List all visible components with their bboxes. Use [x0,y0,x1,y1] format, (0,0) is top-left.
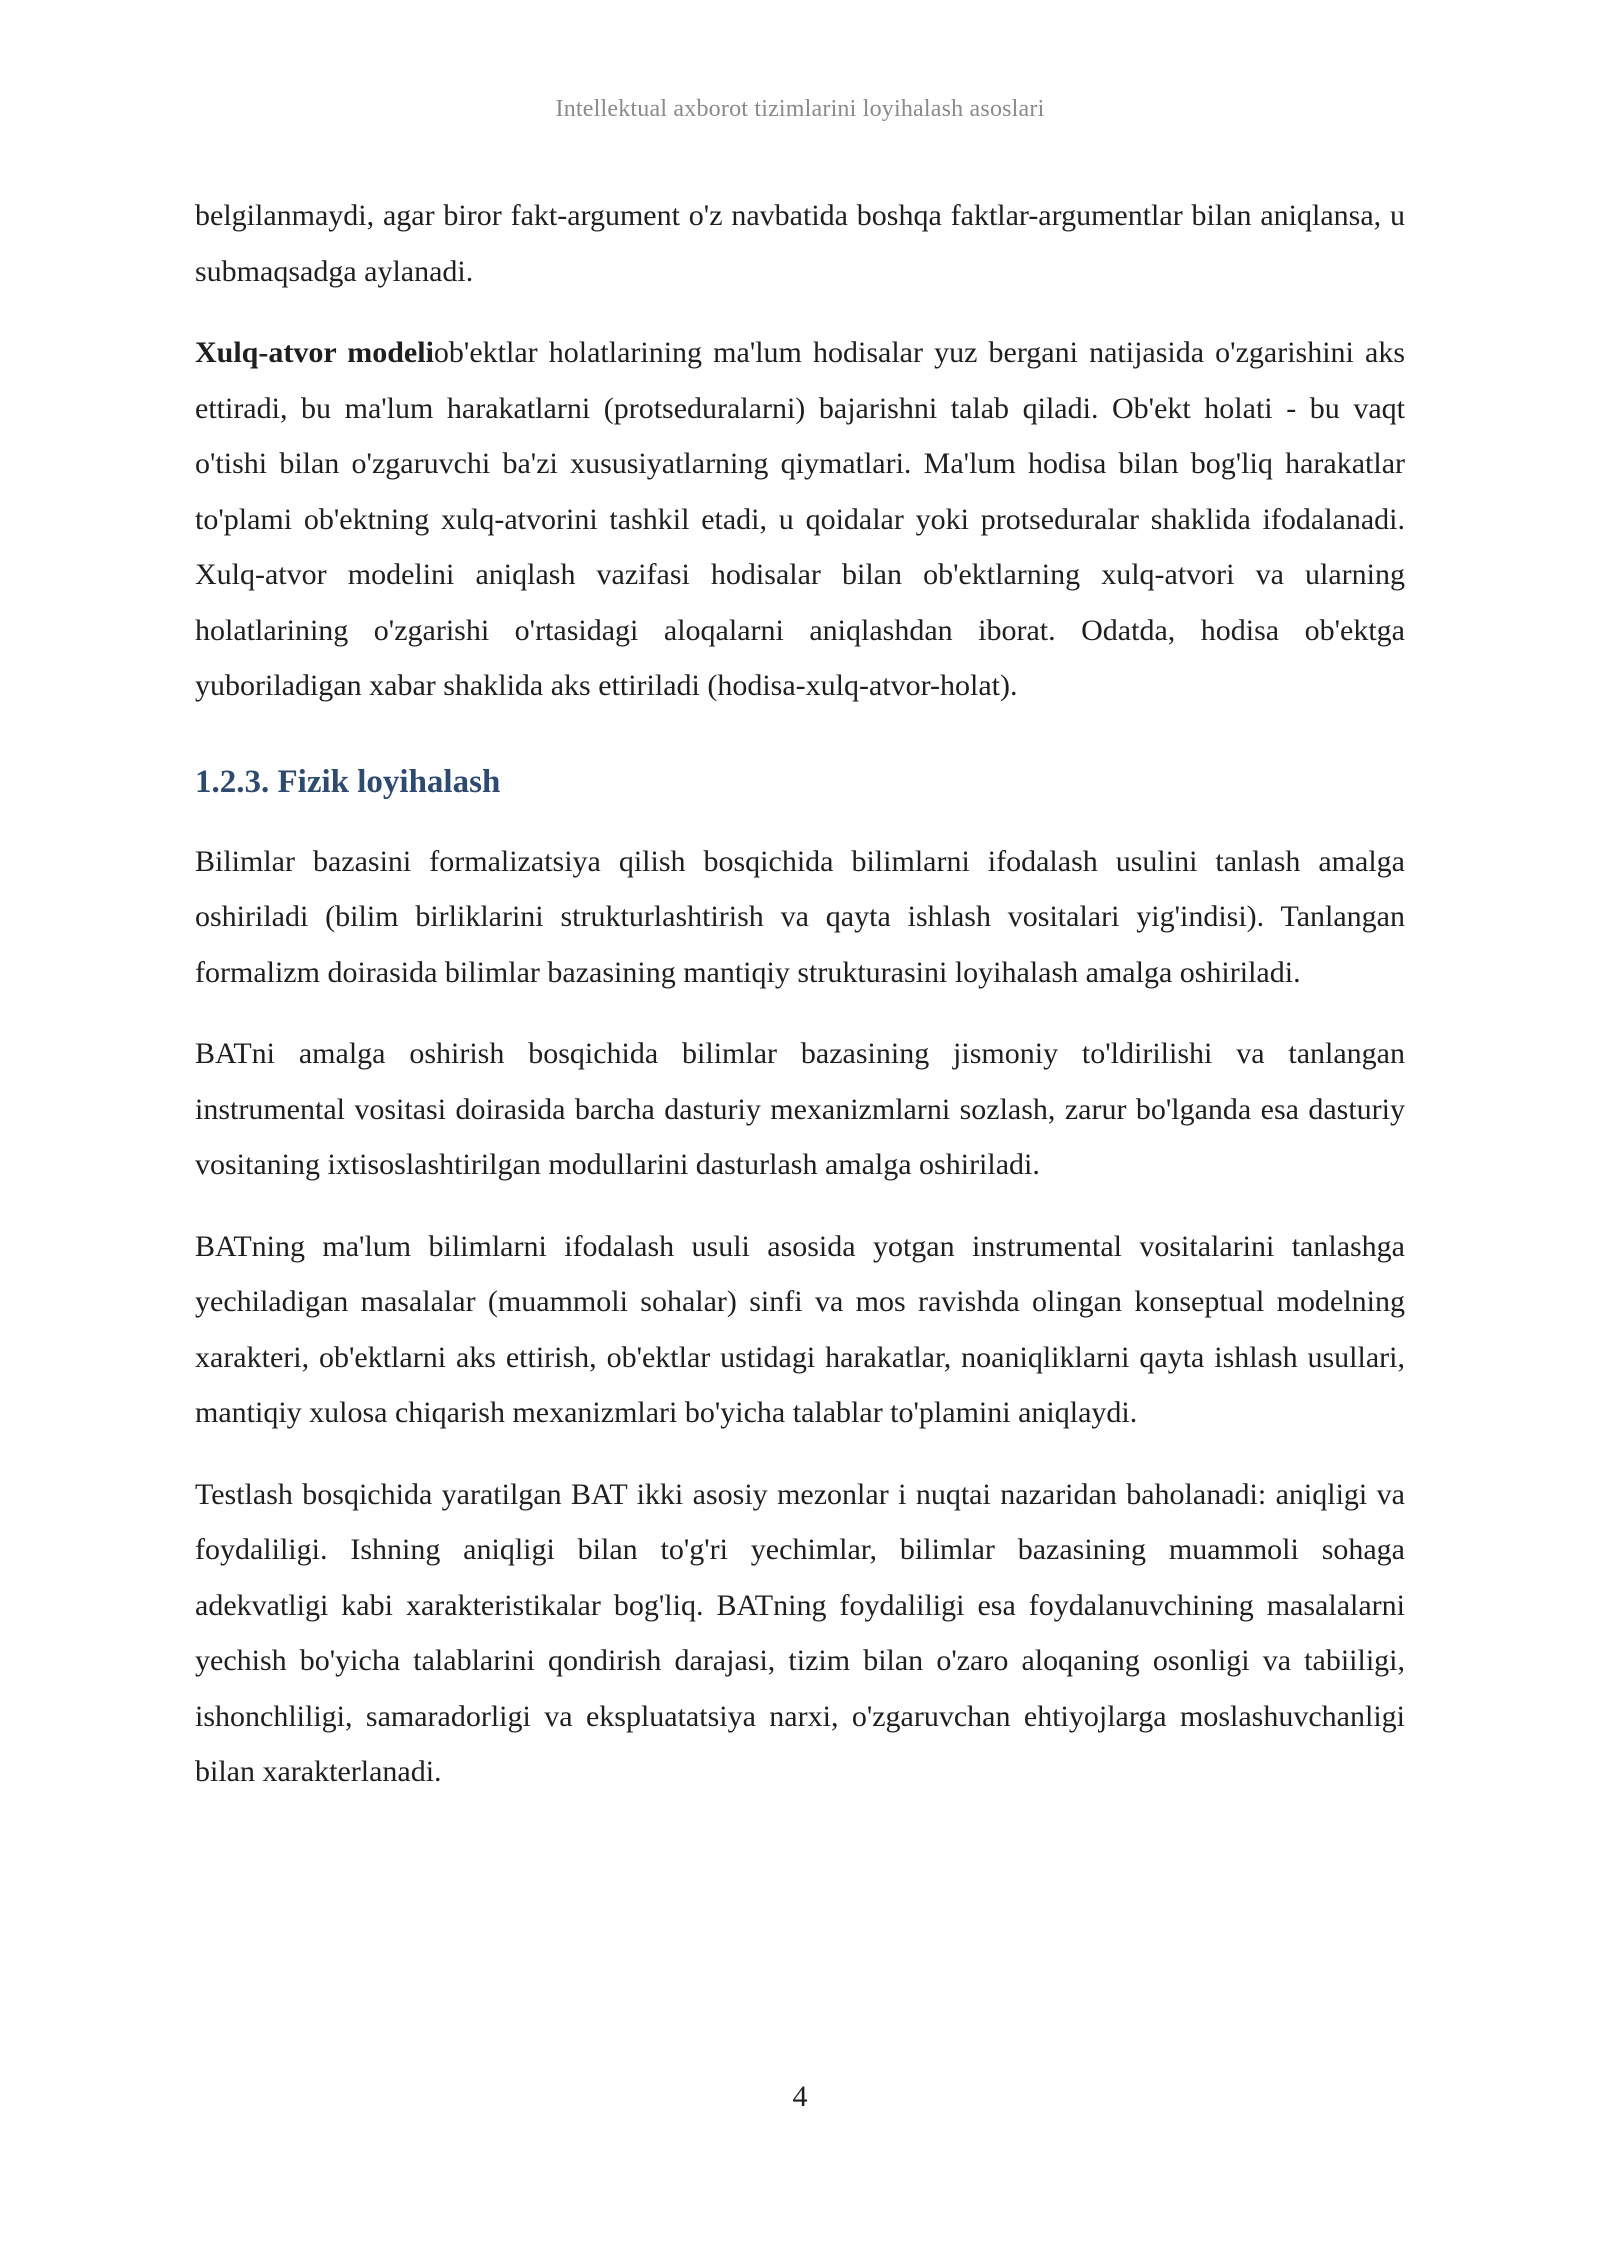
section-heading: 1.2.3. Fizik loyihalash [195,763,501,800]
paragraph-formalization: Bilimlar bazasini formalizatsiya qilish bosqichida bilimlarni ifodalash usulini tanlash amalga oshiriladi (bilim birliklarini strukturlashtirish va qayta ishlash vositalari yig'indisi). Tanlangan formalizm doirasida bilimlar bazasining mantiqiy strukturasini loyihalash amalga oshiriladi. [195,844,1405,989]
page-content [195,188,1405,1826]
page-number: 4 [792,2080,808,2113]
paragraph-implementation: BATni amalga oshirish bosqichida bilimlar bazasining jismoniy to'ldirilishi va tanlangan instrumental vositasi doirasida barcha dasturiy mexanizmlarni sozlash, zarur bo'lganda esa dasturiy vositaning ixtisoslashtirilgan modullarini dasturlash amalga oshiriladi. [195,1037,1405,1181]
paragraph-testing: Testlash bosqichida yaratilgan BAT ikki asosiy mezonlar i nuqtai nazaridan baholanadi: aniqligi va foydaliligi. Ishning aniqligi bilan to'g'ri yechimlar, bilimlar bazasining muammoli sohaga adekvatligi kabi xarakteristikalar bog'liq. BATning foydaliligi esa foydalanuvchining masalalarni yechish bo'yicha talablarini qondirish darajasi, tizim bilan o'zaro aloqaning osonligi va tabiiligi, ishonchliligi, samaradorligi va ekspluatatsiya narxi, o'zgaruvchan ehtiyojlarga moslashuvchanligi bilan xarakterlanadi. [195,1477,1405,1788]
term-behavior-model: Xulq-atvor modeli [195,336,434,369]
paragraph-behavior-model-text: ob'ektlar holatlarining ma'lum hodisalar yuz bergani natijasida o'zgarishini aks ettiradi, bu ma'lum harakatlarni (protseduralarni) bajarishni talab qiladi. Ob'ekt holati - bu vaqt o'tishi bilan o'zgaruvchi ba'zi xususiyatlarning qiymatlari. Ma'lum hodisa bilan bog'liq harakatlar to'plami ob'ektning xulq-atvorini tashkil etadi, u qoidalar yoki protseduralar shaklida ifodalanadi. Xulq-atvor modelini aniqlash vazifasi hodisalar bilan ob'ektlarning xulq-atvori va ularning holatlarining o'zgarishi o'rtasidagi aloqalarni aniqlashdan iborat. Odatda, hodisa ob'ektga yuboriladigan xabar shaklida aks ettiriladi (hodisa-xulq-atvor-holat). [195,336,1405,702]
running-header: Intellektual axborot tizimlarini loyihalash asoslari [555,96,1045,122]
paragraph-behavior-model [195,325,1405,714]
paragraph-continuation: belgilanmaydi, agar biror fakt-argument o'z navbatida boshqa faktlar-argumentlar bilan aniqlansa, u submaqsadga aylanadi. [195,199,1405,288]
paragraph-tool-selection: BATning ma'lum bilimlarni ifodalash usuli asosida yotgan instrumental vositalarini tanlashga yechiladigan masalalar (muammoli sohalar) sinfi va mos ravishda olingan konseptual modelning xarakteri, ob'ektlarni aks ettirish, ob'ektlar ustidagi harakatlar, noaniqliklarni qayta ishlash usullari, mantiqiy xulosa chiqarish mexanizmlari bo'yicha talablar to'plamini aniqlaydi. [195,1229,1405,1429]
